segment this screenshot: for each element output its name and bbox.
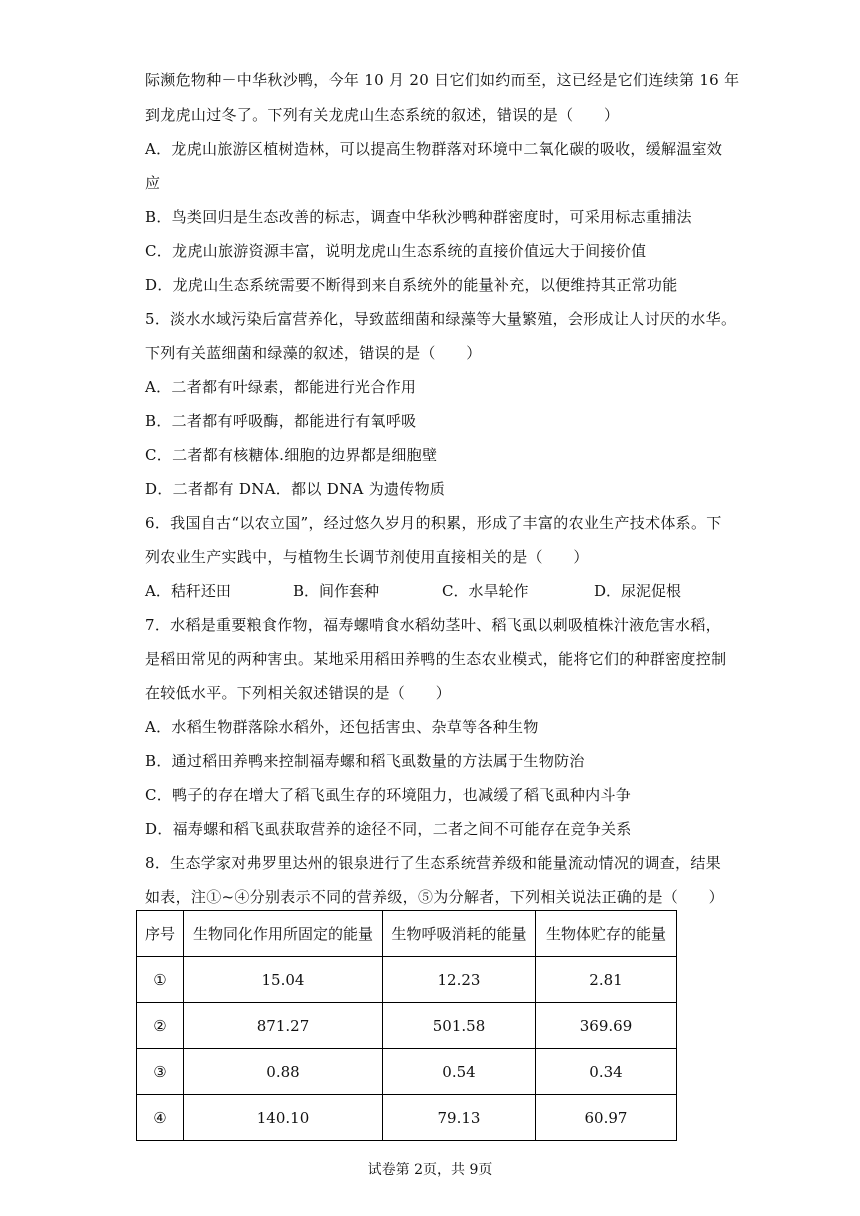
table-row	[137, 1003, 677, 1049]
q7-option-d: D．福寿螺和稻飞虱获取营养的途径不同，二者之间不可能存在竞争关系	[145, 820, 632, 838]
q7-stem-line-2: 是稻田常见的两种害虫。某地采用稻田养鸭的生态农业模式，能将它们的种群密度控制	[145, 650, 727, 668]
q8-stem-line-2: 如表，注①~④分别表示不同的营养级，⑤为分解者，下列相关说法正确的是（ ）	[145, 888, 724, 906]
q5-option-b: B．二者都有呼吸酶，都能进行有氧呼吸	[145, 412, 417, 430]
table-cell: 0.54	[383, 1049, 536, 1095]
q7-option-c: C．鸭子的存在增大了稻飞虱生存的环境阻力，也减缓了稻飞虱种内斗争	[145, 786, 632, 804]
q5-option-c: C．二者都有核糖体.细胞的边界都是细胞壁	[145, 446, 438, 464]
q8-stem-line-1: 8．生态学家对弗罗里达州的银泉进行了生态系统营养级和能量流动情况的调查，结果	[145, 854, 721, 872]
q7-stem-line-1: 7．水稻是重要粮食作物，福寿螺啃食水稻幼茎叶、稻飞虱以刺吸植株汁液危害水稻，	[145, 616, 721, 634]
q4-option-c: C．龙虎山旅游资源丰富，说明龙虎山生态系统的直接价值远大于间接价值	[145, 242, 647, 260]
table-header-cell: 生物同化作用所固定的能量	[184, 911, 383, 957]
q4-stem-line-1: 际濒危物种－中华秋沙鸭，今年 10 月 20 日它们如约而至，这已经是它们连续第 16 年	[145, 71, 740, 89]
q6-option-b: B．间作套种	[293, 582, 380, 600]
q5-stem-line-1: 5．淡水水域污染后富营养化，导致蓝细菌和绿藻等大量繁殖，会形成让人讨厌的水华。	[145, 310, 737, 328]
table-cell: 15.04	[184, 957, 383, 1003]
table-row	[137, 957, 677, 1003]
table-cell: 0.34	[536, 1049, 677, 1095]
table-cell: 12.23	[383, 957, 536, 1003]
q7-option-b: B．通过稻田养鸭来控制福寿螺和稻飞虱数量的方法属于生物防治	[145, 752, 585, 770]
q4-option-b: B．鸟类回归是生态改善的标志，调查中华秋沙鸭种群密度时，可采用标志重捕法	[145, 208, 692, 226]
q6-option-a: A．秸秆还田	[145, 582, 231, 600]
q6-stem-line-1: 6．我国自古“以农立国”，经过悠久岁月的积累，形成了丰富的农业生产技术体系。下	[145, 514, 722, 532]
q6-stem-line-2: 列农业生产实践中，与植物生长调节剂使用直接相关的是（ ）	[145, 548, 589, 566]
table-cell: ②	[137, 1003, 184, 1049]
q4-option-d: D．龙虎山生态系统需要不断得到来自系统外的能量补充，以便维持其正常功能	[145, 276, 678, 294]
q4-option-a: A．龙虎山旅游区植树造林，可以提高生物群落对环境中二氧化碳的吸收，缓解温室效	[145, 140, 723, 158]
q4-option-a-cont: 应	[145, 174, 161, 192]
table-cell: 0.88	[184, 1049, 383, 1095]
table-header-cell: 生物体贮存的能量	[536, 911, 677, 957]
table-cell: ③	[137, 1049, 184, 1095]
table-cell: 2.81	[536, 957, 677, 1003]
table-cell: ①	[137, 957, 184, 1003]
table-row	[137, 1049, 677, 1095]
table-cell: 79.13	[383, 1095, 536, 1141]
table-row	[137, 1095, 677, 1141]
table-cell: 60.97	[536, 1095, 677, 1141]
q6-option-d: D．尿泥促根	[594, 582, 682, 600]
q4-stem-line-2: 到龙虎山过冬了。下列有关龙虎山生态系统的叙述，错误的是（ ）	[145, 106, 620, 124]
q7-stem-line-3: 在较低水平。下列相关叙述错误的是（ ）	[145, 684, 452, 702]
table-cell: 369.69	[536, 1003, 677, 1049]
page-footer: 试卷第 2页，共 9页	[367, 1162, 493, 1178]
table-cell: 501.58	[383, 1003, 536, 1049]
energy-flow-table	[136, 910, 677, 1141]
table-header-cell: 生物呼吸消耗的能量	[383, 911, 536, 957]
table-header-cell: 序号	[137, 911, 184, 957]
q5-option-a: A．二者都有叶绿素，都能进行光合作用	[145, 378, 417, 396]
table-header-row	[137, 911, 677, 957]
table-cell: 871.27	[184, 1003, 383, 1049]
q7-option-a: A．水稻生物群落除水稻外，还包括害虫、杂草等各种生物	[145, 718, 539, 736]
q5-option-d: D．二者都有 DNA．都以 DNA 为遗传物质	[145, 480, 446, 498]
q5-stem-line-2: 下列有关蓝细菌和绿藻的叙述，错误的是（ ）	[145, 344, 482, 362]
q6-option-c: C．水旱轮作	[442, 582, 529, 600]
table-cell: ④	[137, 1095, 184, 1141]
table-cell: 140.10	[184, 1095, 383, 1141]
